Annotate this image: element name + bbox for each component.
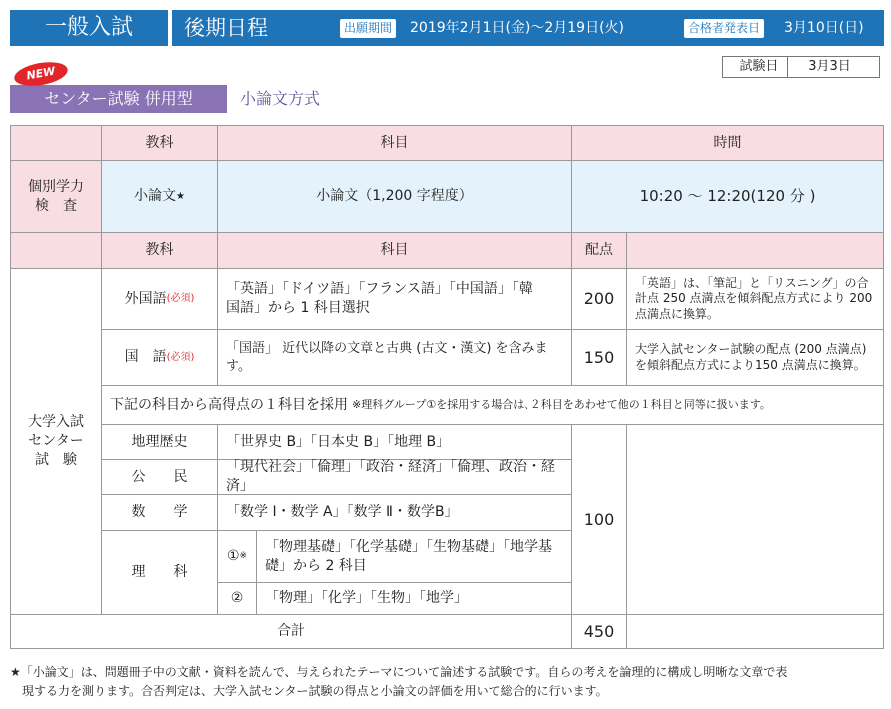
t2-header-subject: 教科: [101, 232, 218, 269]
group1-mark: ①: [226, 548, 240, 565]
t2-header-blank: [10, 232, 102, 269]
t2-header-points: 配点: [571, 232, 627, 269]
foreign-subject: [101, 268, 218, 330]
japanese-subject: [101, 329, 218, 386]
selection-note-blank: [626, 424, 884, 615]
t1-header-blank: [10, 125, 102, 161]
civics-subject: 公 民: [101, 459, 218, 495]
t1-header-subject: 教科: [101, 125, 218, 161]
footnote-line2: 現する力を測ります。合否判定は、大学入試センター試験の得点と小論文の評価を用いて総合的に行います。: [22, 684, 608, 698]
selection-instruction: [101, 385, 884, 425]
japanese-course: 「国語」 近代以降の文章と古典 (古文・漢文) を含みます。: [217, 329, 572, 386]
exam-date-label: 試験日: [723, 57, 788, 77]
math-subject: 数 学: [101, 494, 218, 531]
civics-course: 「現代社会」「倫理」「政治・経済」「倫理、政治・経済」: [217, 459, 572, 495]
exam-type-tag: センター試験 併用型: [10, 85, 227, 113]
announcement-badge: 合格者発表日: [684, 19, 764, 38]
japanese-subject-text: 国 語: [124, 349, 167, 366]
t2-row-label: 大学入試 センター 試 験: [10, 268, 102, 615]
science-group2-course: 「物理」「化学」「生物」「地学」: [256, 582, 572, 615]
selection-main: 下記の科目から高得点の１科目を採用: [110, 396, 348, 413]
application-period: 2019年2月1日(金)～2月19日(火): [410, 20, 625, 36]
exam-table: [10, 125, 884, 649]
total-points: 450: [571, 614, 627, 649]
t1-subject-text: 小論文: [134, 188, 177, 205]
foreign-course: 「英語」「ドイツ語」「フランス語」「中国語」「韓国語」から 1 科目選択: [217, 268, 572, 330]
total-blank: [626, 614, 884, 649]
geo-subject: 地理歴史: [101, 424, 218, 460]
foreign-subject-text: 外国語: [124, 290, 167, 307]
science-group1-course: 「物理基礎」「化学基礎」「生物基礎」「地学基礎」から 2 科目: [256, 530, 572, 583]
geo-course: 「世界史 B」「日本史 B」「地理 B」: [217, 424, 572, 460]
total-label: 合計: [10, 614, 572, 649]
science-subject: 理 科: [101, 530, 218, 615]
star-mark: ★: [176, 190, 185, 202]
science-group1-mark: [217, 530, 257, 583]
selection-points: 100: [571, 424, 627, 615]
foreign-points: 200: [571, 268, 627, 330]
announcement-date: 3月10日(日): [784, 20, 864, 36]
exam-category: 一般入試: [10, 10, 168, 46]
science-group2-mark: ②: [217, 582, 257, 615]
footnote-line1: ★「小論文」は、問題冊子中の文献・資料を読んで、与えられたテーマについて論述する試験です。自らの考えを論理的に構成し明晰な文章で表: [10, 665, 788, 679]
t1-time: 10:20 ～ 12:20(120 分 ): [571, 160, 884, 233]
selection-note: ※理科グループ①を採用する場合は､２科目をあわせて他の１科目と同等に扱います。: [352, 397, 771, 411]
math-course: 「数学 Ⅰ・数学 A」「数学 Ⅱ・数学B」: [217, 494, 572, 531]
required-mark: (必須): [166, 351, 195, 363]
japanese-points: 150: [571, 329, 627, 386]
group1-note-mark: ※: [239, 551, 248, 562]
schedule-title: 後期日程: [184, 16, 268, 40]
exam-date-box: [722, 56, 880, 78]
foreign-note: 「英語」は、「筆記」と「リスニング」の合計点 250 点満点を傾斜配点方式により 200 点満点に換算。: [626, 268, 884, 330]
t1-subject: [101, 160, 218, 233]
t1-header-course: 科目: [217, 125, 572, 161]
t1-row-label: 個別学力 検 査: [10, 160, 102, 233]
application-period-badge: 出願期間: [340, 19, 396, 38]
exam-method: 小論文方式: [240, 89, 321, 108]
t2-header-note: [626, 232, 884, 269]
schedule-bar: [172, 10, 884, 46]
t1-course: 小論文（1,200 字程度）: [217, 160, 572, 233]
t2-header-course: 科目: [217, 232, 572, 269]
exam-date-value: 3月3日: [808, 59, 851, 74]
footnote: [10, 663, 884, 701]
header-bar: [10, 10, 884, 46]
japanese-note: 大学入試センター試験の配点 (200 点満点) を傾斜配点方式により150 点満点に換算。: [626, 329, 884, 386]
required-mark: (必須): [166, 293, 195, 305]
t1-header-time: 時間: [571, 125, 884, 161]
new-badge: NEW: [13, 58, 70, 89]
